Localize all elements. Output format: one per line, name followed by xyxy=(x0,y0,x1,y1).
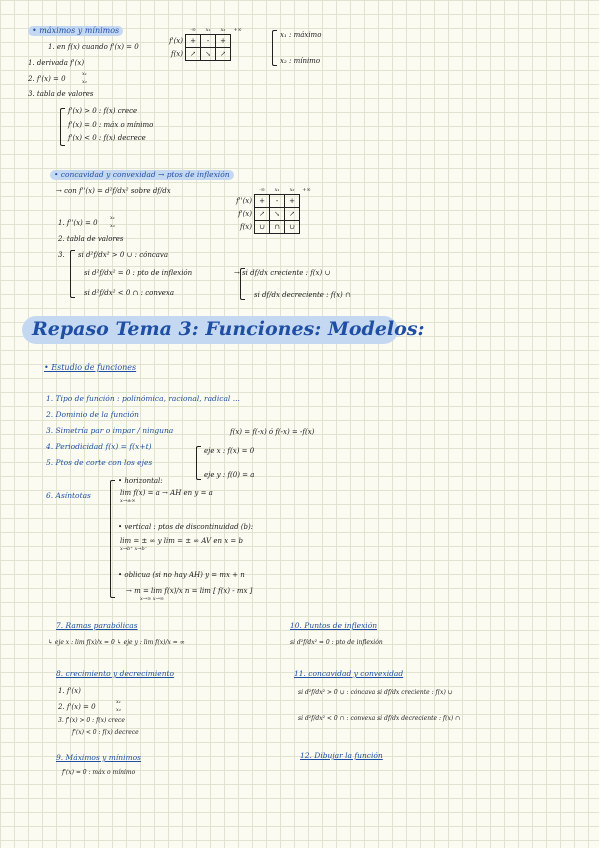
table-header: x₁ xyxy=(205,27,211,33)
list-item: 2. Dominio de la función xyxy=(46,410,139,419)
table-header: +∞ xyxy=(233,27,242,34)
note-line: lim f(x) = a → AH en y = a xyxy=(120,489,213,497)
table-cell: ↗ xyxy=(216,48,231,61)
note-line: eje y : f(0) = a xyxy=(204,471,255,479)
table-cell: ↗ xyxy=(186,48,201,61)
list-item: 4. Periodicidad f(x) = f(x+t) xyxy=(46,442,152,451)
brace xyxy=(70,250,75,298)
note-line: eje x : f(x) = 0 xyxy=(204,447,255,455)
note-line: 3. tabla de valores xyxy=(28,90,94,98)
note-line: si d²f/dx² > 0 ∪ : cóncava si df/dx creciente : f(x) ∪ xyxy=(298,689,453,696)
note-sub: x→±∞ xyxy=(120,498,136,504)
list-item: 12. Dibujar la función xyxy=(300,751,383,760)
table-cell: + xyxy=(255,195,270,208)
list-item: 8. crecimiento y decrecimiento xyxy=(56,669,175,678)
note-line: 1. derivada f'(x) xyxy=(28,59,85,67)
note-line: 1. f'(x) xyxy=(58,687,81,695)
note-line: ↳ eje x : lim f(x)/x = 0 ↳ eje y : lim f(x)/x = ∞ xyxy=(48,639,185,646)
table-row-label: f'(x) xyxy=(169,37,183,45)
note-line: si d²f/dx² = 0 : pto de inflexión xyxy=(290,639,383,646)
list-item: 1. Tipo de función : polinómica, racional, radical ... xyxy=(46,394,240,403)
note-line: • horizontal: xyxy=(118,477,163,485)
note-line: si df/dx decreciente : f(x) ∩ xyxy=(254,291,351,299)
note-root: x₂ xyxy=(116,707,121,713)
table-row-label: f(x) xyxy=(239,223,252,231)
note-root: x₁ xyxy=(116,699,121,705)
sign-table-2 xyxy=(232,186,314,234)
list-item: 9. Máximos y mínimos xyxy=(56,753,142,762)
note-line: f(x) = f(-x) ó f(-x) = -f(x) xyxy=(230,428,315,436)
note-line: si d²f/dx² < 0 ∩ : convexa si df/dx decreciente : f(x) ∩ xyxy=(298,715,461,722)
note-line: → con f''(x) = d²f/dx² sobre df/dx xyxy=(56,187,171,195)
table-cell: ∪ xyxy=(285,221,300,234)
brace xyxy=(196,446,201,480)
note-line: 1. en f(x) cuando f'(x) = 0 xyxy=(48,43,139,51)
table-cell: - xyxy=(201,35,216,48)
list-item: 5. Ptos de corte con los ejes xyxy=(46,458,153,467)
note-line: si d²f/dx² > 0 ∪ : cóncava xyxy=(78,251,169,259)
brace xyxy=(60,108,65,146)
note-line: 2. f'(x) = 0 xyxy=(28,75,66,83)
note-line: • vertical : ptos de discontinuidad (b): xyxy=(118,523,254,531)
brace xyxy=(272,30,277,66)
note-sub: x→∞ x→∞ xyxy=(140,596,164,602)
table-header: x₁ xyxy=(274,187,280,193)
table-cell: + xyxy=(216,35,231,48)
table-header: +∞ xyxy=(302,187,311,194)
table-cell: + xyxy=(186,35,201,48)
note-line: si d²f/dx² = 0 : pto de inflexión xyxy=(84,269,193,277)
note-line: 3. xyxy=(58,251,65,259)
table-row-label: f'(x) xyxy=(238,210,252,218)
list-item: 10. Puntos de inflexión xyxy=(290,621,378,630)
table-cell: ↗ xyxy=(255,208,270,221)
section-title-concavidad: • concavidad y convexidad → ptos de inflexión xyxy=(50,170,234,180)
main-title: Repaso Tema 3: Funciones: Modelos: xyxy=(32,318,425,340)
table-header: -∞ xyxy=(190,27,196,33)
note-root: x₂ xyxy=(82,79,87,85)
table-row-label: f(x) xyxy=(170,50,183,58)
note-root: x₂ xyxy=(110,223,115,229)
note-line: 3. f'(x) > 0 : f(x) crece xyxy=(58,717,125,724)
table-cell: ↘ xyxy=(201,48,216,61)
note-line: 2. tabla de valores xyxy=(58,235,124,243)
brace xyxy=(110,480,115,598)
section-title-estudio: • Estudio de funciones xyxy=(44,363,137,372)
note-sub: x→b⁺ x→b⁻ xyxy=(120,546,148,552)
table-header: x₂ xyxy=(289,187,295,193)
note-line: f'(x) > 0 : f(x) crece xyxy=(68,107,138,115)
note-line: x₂ : mínimo xyxy=(280,57,321,65)
note-line: 2. f'(x) = 0 xyxy=(58,703,96,711)
table-header: x₂ xyxy=(220,27,226,33)
note-line: lim = ± ∞ y lim = ± ∞ AV en x = b xyxy=(120,537,243,545)
list-item: 7. Ramas parabólicas xyxy=(56,621,138,630)
table-cell: ∩ xyxy=(270,221,285,234)
note-line: → m = lim f(x)/x n = lim [ f(x) - mx ] xyxy=(126,587,253,595)
table-row-label: f''(x) xyxy=(236,197,252,205)
main-title-banner xyxy=(22,316,425,344)
note-line: f'(x) < 0 : f(x) decrece xyxy=(68,134,146,142)
note-line: f'(x) = 0 : máx o mínimo xyxy=(62,769,136,776)
table-cell: ↘ xyxy=(270,208,285,221)
table-header: -∞ xyxy=(259,187,265,193)
note-root: x₁ xyxy=(82,71,87,77)
list-item: 11. concavidad y convexidad xyxy=(294,669,404,678)
list-item: 3. Simetría par o impar / ninguna xyxy=(46,426,174,435)
note-line: x₁ : máximo xyxy=(280,31,322,39)
note-root: x₁ xyxy=(110,215,115,221)
note-line: • oblicua (si no hay AH) y = mx + n xyxy=(118,571,245,579)
table-cell: ∪ xyxy=(255,221,270,234)
note-line: f'(x) = 0 : máx o mínimo xyxy=(68,121,154,129)
note-line: si d²f/dx² < 0 ∩ : convexa xyxy=(84,289,175,297)
table-cell: - xyxy=(270,195,285,208)
table-cell: + xyxy=(285,195,300,208)
note-line: 1. f''(x) = 0 xyxy=(58,219,98,227)
section-title-maximos: • máximos y mínimos xyxy=(28,26,123,36)
table-cell: ↗ xyxy=(285,208,300,221)
note-line: → si df/dx creciente : f(x) ∪ xyxy=(234,269,331,277)
list-item: 6. Asíntotas xyxy=(46,491,91,500)
sign-table-1 xyxy=(163,26,245,61)
note-line: f'(x) < 0 : f(x) decrece xyxy=(72,729,139,736)
